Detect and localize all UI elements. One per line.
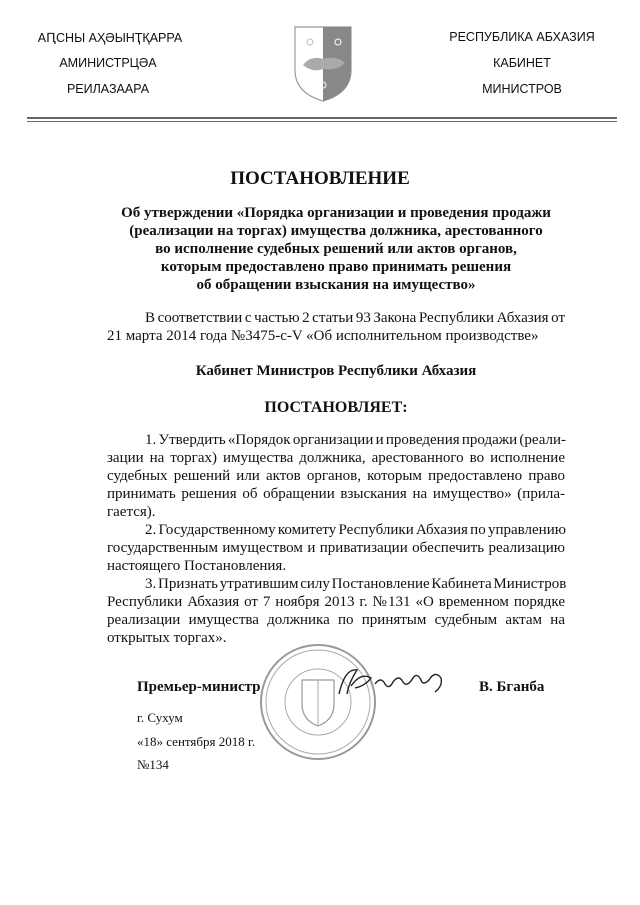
resolution-item-line: государственным имуществом и приватизации обеспечить реализацию — [107, 540, 565, 556]
signatory-name: В. Бганба — [479, 679, 545, 695]
header-left-3: РЕИЛАЗААРА — [66, 82, 150, 96]
header-divider-thin — [27, 121, 617, 122]
resolution-item-line: Республики Абхазия от 7 ноября 2013 г. №131 «О временном порядке — [107, 594, 565, 610]
subject-line: об обращении взыскания на имущество» — [196, 277, 476, 293]
header-left-2: АМИНИСТРЦӘА — [59, 56, 157, 70]
date: «18» сентября 2018 г. — [137, 734, 256, 749]
preamble-line: 21 марта 2014 года №3475-с-V «Об исполнительном производстве» — [107, 328, 539, 344]
document-type-title: ПОСТАНОВЛЕНИЕ — [230, 168, 410, 189]
header-left-1: АԤСНЫ АҲӘЫНҬҚАРРА — [37, 31, 183, 45]
subject-line: во исполнение судебных решений или актов органов, — [155, 241, 517, 257]
subject-line: которым предоставлено право принимать решения — [160, 259, 512, 275]
resolution-item-line: реализации имущества должника по принятым судебным актам на — [107, 612, 565, 628]
resolution-item-line: принимать решения об обращении взыскания на имущество» (прила- — [107, 486, 565, 502]
resolution-item-line: гается). — [107, 504, 156, 520]
place: г. Сухум — [137, 710, 183, 725]
header-right-3: МИНИСТРОВ — [482, 82, 562, 96]
issuer: Кабинет Министров Республики Абхазия — [195, 363, 477, 379]
preamble-line: В соответствии с частью 2 статьи 93 Закона Республики Абхазия от — [145, 310, 565, 326]
coat-of-arms-emblem — [293, 25, 353, 103]
header-divider — [27, 117, 617, 119]
resolution-item-line: настоящего Постановления. — [107, 558, 287, 574]
official-seal — [258, 642, 378, 762]
handwritten-signature — [335, 664, 455, 698]
signatory-position: Премьер-министр — [137, 679, 261, 695]
resolution-item-line: открытых торгах». — [107, 630, 227, 646]
resolution-item-line: 1. Утвердить «Порядок организации и проведения продажи (реали- — [145, 432, 567, 448]
resolution-item-line: зации на торгах) имущества должника, арестованного во исполнение — [107, 450, 565, 466]
subject-line: (реализации на торгах) имущества должника, арестованного — [129, 223, 543, 239]
header-right-2: КАБИНЕТ — [493, 56, 551, 70]
resolution-item-line: судебных решений или актов органов, которым предоставлено право — [107, 468, 565, 484]
document-number: №134 — [137, 757, 169, 772]
resolution-item-line: 3. Признать утратившим силу Постановление Кабинета Министров — [145, 576, 567, 592]
resolution-item-line: 2. Государственному комитету Республики Абхазия по управлению — [145, 522, 566, 538]
resolves-heading: ПОСТАНОВЛЯЕТ: — [264, 399, 408, 416]
header-right-1: РЕСПУБЛИКА АБХАЗИЯ — [449, 30, 595, 44]
subject-line: Об утверждении «Порядка организации и проведения продажи — [121, 205, 551, 221]
